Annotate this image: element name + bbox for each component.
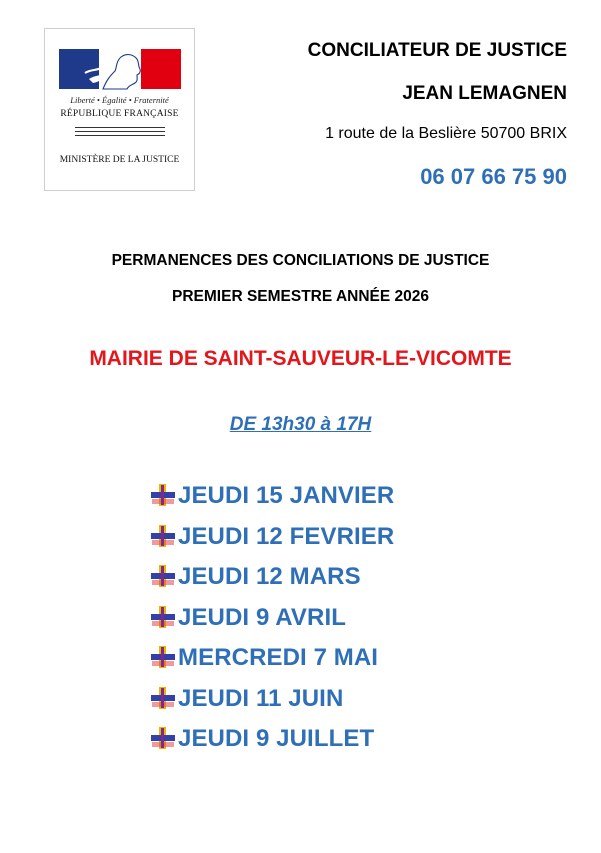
dates-list [150, 476, 394, 760]
conciliator-address: 1 route de la Beslière 50700 BRIX [325, 125, 567, 142]
cross-bullet-icon [150, 524, 178, 550]
date-label: MERCREDI 7 MAI [178, 644, 379, 672]
logo-divider [75, 135, 165, 136]
date-item [150, 679, 394, 720]
date-label: JEUDI 11 JUIN [178, 684, 344, 712]
header-title: CONCILIATEUR DE JUSTICE [307, 40, 567, 61]
ministry-name: MINISTÈRE DE LA JUSTICE [59, 155, 180, 165]
date-item [150, 557, 394, 598]
logo-divider [75, 131, 165, 132]
logo-divider [75, 127, 165, 128]
date-label: JEUDI 15 JANVIER [178, 482, 395, 510]
ministry-logo [44, 28, 195, 191]
republic-motto: Liberté • Égalité • Fraternité [70, 95, 169, 105]
date-item [150, 638, 394, 679]
date-label: JEUDI 12 MARS [178, 563, 361, 591]
date-label: JEUDI 9 JUILLET [178, 725, 375, 753]
date-item [150, 598, 394, 639]
conciliator-name: JEAN LEMAGNEN [402, 83, 567, 104]
cross-bullet-icon [150, 645, 178, 671]
date-item [150, 517, 394, 558]
hours-text: DE 13h30 à 17H [229, 414, 372, 435]
conciliator-phone: 06 07 66 75 90 [420, 164, 567, 189]
cross-bullet-icon [150, 686, 178, 712]
permanences-subtitle: PREMIER SEMESTRE ANNÉE 2026 [172, 288, 429, 305]
location-title: MAIRIE DE SAINT-SAUVEUR-LE-VICOMTE [89, 347, 512, 370]
cross-bullet-icon [150, 564, 178, 590]
date-item [150, 719, 394, 760]
date-label: JEUDI 9 AVRIL [178, 603, 346, 631]
republic-name: RÉPUBLIQUE FRANÇAISE [60, 109, 179, 119]
cross-bullet-icon [150, 605, 178, 631]
cross-bullet-icon [150, 726, 178, 752]
date-item [150, 476, 394, 517]
cross-bullet-icon [150, 483, 178, 509]
date-label: JEUDI 12 FEVRIER [178, 522, 395, 550]
marianne-flag-icon [59, 49, 181, 93]
permanences-title: PERMANENCES DES CONCILIATIONS DE JUSTICE [111, 252, 490, 269]
